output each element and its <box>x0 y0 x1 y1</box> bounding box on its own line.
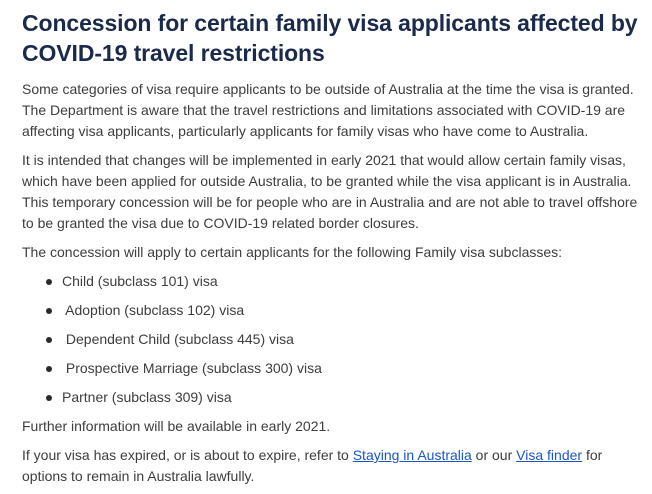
subclass-list <box>22 271 644 408</box>
list-item <box>22 387 644 408</box>
expired-middle-text: or our <box>471 447 517 463</box>
list-item-text: Adoption (subclass 102) visa <box>62 302 245 318</box>
page-title: Concession for certain family visa applicants affected by COVID-19 travel restrictions <box>22 10 638 66</box>
bullet-icon <box>46 395 52 401</box>
list-item <box>22 271 644 292</box>
list-item-text: Partner (subclass 309) visa <box>62 389 232 405</box>
changes-paragraph: It is intended that changes will be implemented in early 2021 that would allow certain family visas, which have been applied for outside Australia, to be granted while the visa applicant is in Australia. This temporary concession will be for people who are in Australia and are not able to travel offshore to be granted the visa due to COVID-19 related border closures. <box>22 152 638 231</box>
list-item <box>22 329 644 350</box>
expired-prefix-text: If your visa has expired, or is about to expire, refer to <box>22 447 353 463</box>
visa-finder-link[interactable]: Visa finder <box>516 447 583 463</box>
staying-in-australia-link[interactable]: Staying in Australia <box>352 447 472 463</box>
expired-suffix-text: for options to remain in Australia lawfully. <box>22 447 603 484</box>
intro-paragraph: Some categories of visa require applicants to be outside of Australia at the time the visa is granted. The Department is aware that the travel restrictions and limitations associated with COVID-19 are affecting visa applicants, particularly applicants for family visas who have come to Australia. <box>22 81 634 139</box>
expired-paragraph <box>22 445 644 487</box>
bullet-icon <box>46 337 52 343</box>
bullet-icon <box>46 279 52 285</box>
bullet-icon <box>46 308 52 314</box>
article <box>22 8 644 487</box>
list-item <box>22 300 644 321</box>
further-info-paragraph: Further information will be available in early 2021. <box>22 418 331 434</box>
list-item-text: Child (subclass 101) visa <box>62 273 218 289</box>
list-item-text: Prospective Marriage (subclass 300) visa <box>62 360 322 376</box>
list-item-text: Dependent Child (subclass 445) visa <box>62 331 294 347</box>
bullet-icon <box>46 366 52 372</box>
list-item <box>22 358 644 379</box>
apply-paragraph: The concession will apply to certain applicants for the following Family visa subclasses: <box>22 244 563 260</box>
